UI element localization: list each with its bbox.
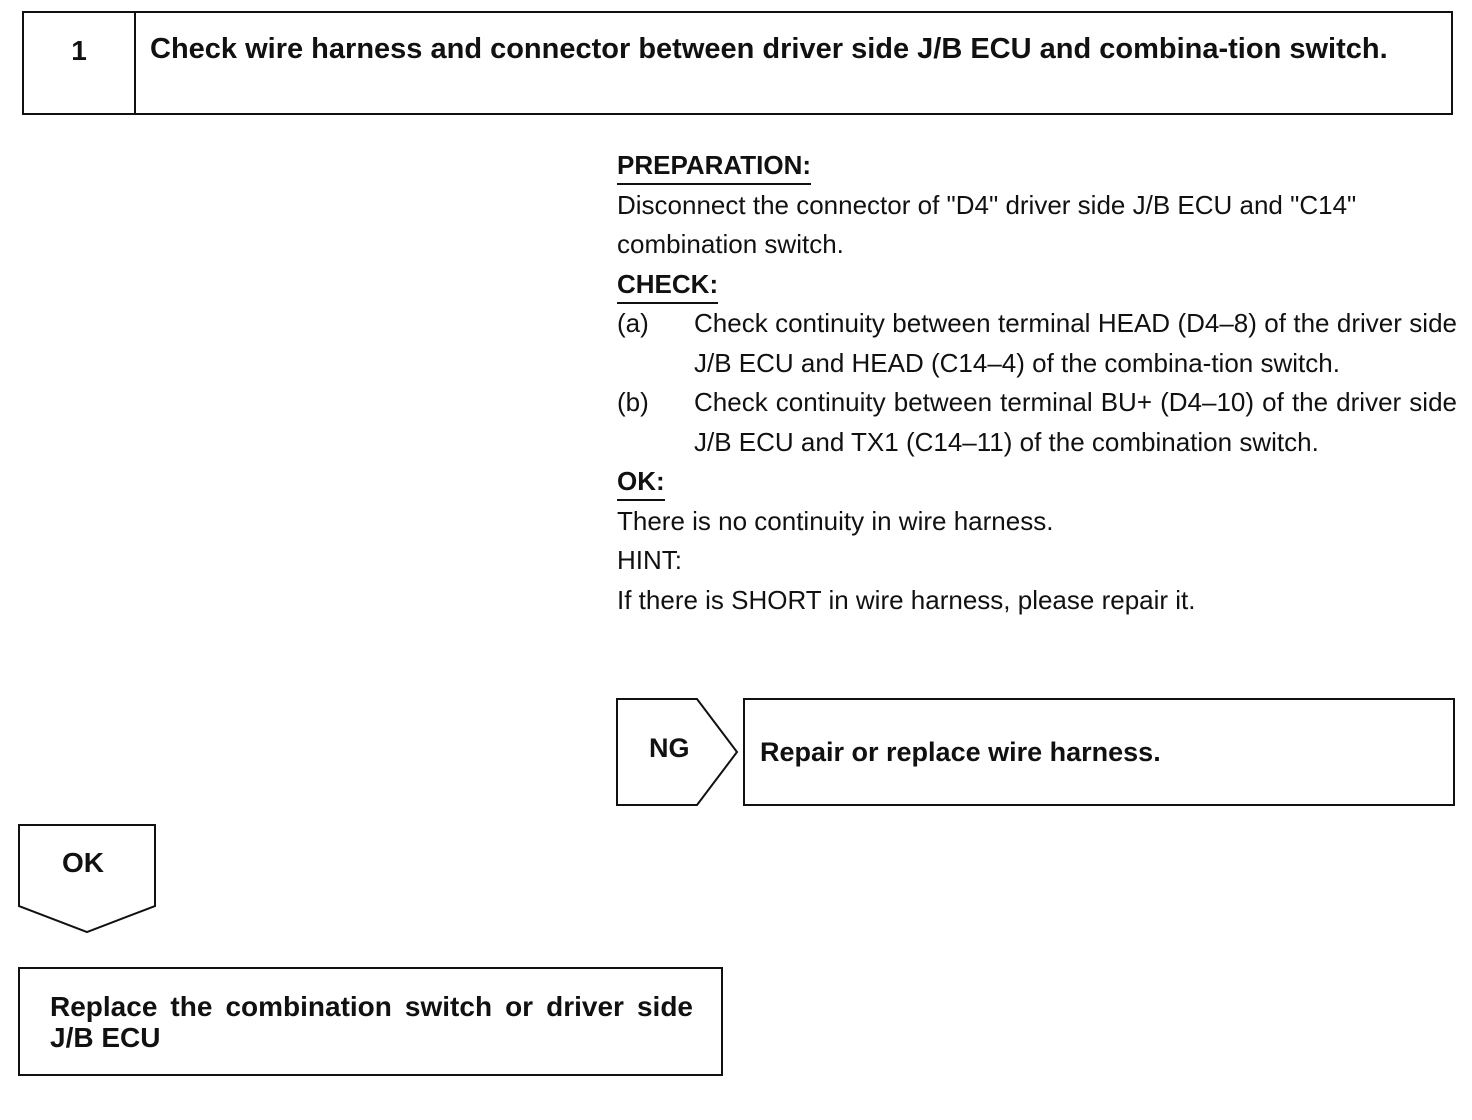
ok-arrow-shape xyxy=(17,823,157,935)
ng-action-box: Repair or replace wire harness. xyxy=(743,698,1455,806)
step-title: Check wire harness and connector between driver side J/B ECU and combina-tion switch. xyxy=(150,33,1388,65)
check-item-text: Check continuity between terminal BU+ (D4–10) of the driver side J/B ECU and TX1 (C14–11) of the combination switch. xyxy=(694,387,1457,457)
ok-heading: OK: xyxy=(617,463,665,501)
preparation-text: Disconnect the connector of "D4" driver side J/B ECU and "C14" combination switch. xyxy=(617,189,1357,259)
ok-text: There is no continuity in wire harness. xyxy=(617,505,1054,536)
preparation-heading: PREPARATION: xyxy=(617,147,811,185)
check-item xyxy=(617,304,1457,383)
ok-action-box: Replace the combination switch or driver side J/B ECU xyxy=(18,967,723,1076)
ng-arrow xyxy=(615,697,740,807)
hint-heading: HINT: xyxy=(617,545,682,575)
check-item-label: (b) xyxy=(617,387,649,417)
check-item-label: (a) xyxy=(617,308,649,338)
ng-label: NG xyxy=(649,733,690,763)
check-heading: CHECK: xyxy=(617,266,718,304)
hint-text: If there is SHORT in wire harness, please repair it. xyxy=(617,584,1196,615)
procedure-content xyxy=(617,146,1457,620)
step-header xyxy=(22,11,1453,115)
ok-label: OK xyxy=(62,847,104,878)
check-item xyxy=(617,383,1457,462)
ok-arrow xyxy=(17,823,157,935)
step-number: 1 xyxy=(24,13,136,113)
check-item-text: Check continuity between terminal HEAD (D4–8) of the driver side J/B ECU and HEAD (C14–4) of the combina-tion switch. xyxy=(694,308,1457,378)
